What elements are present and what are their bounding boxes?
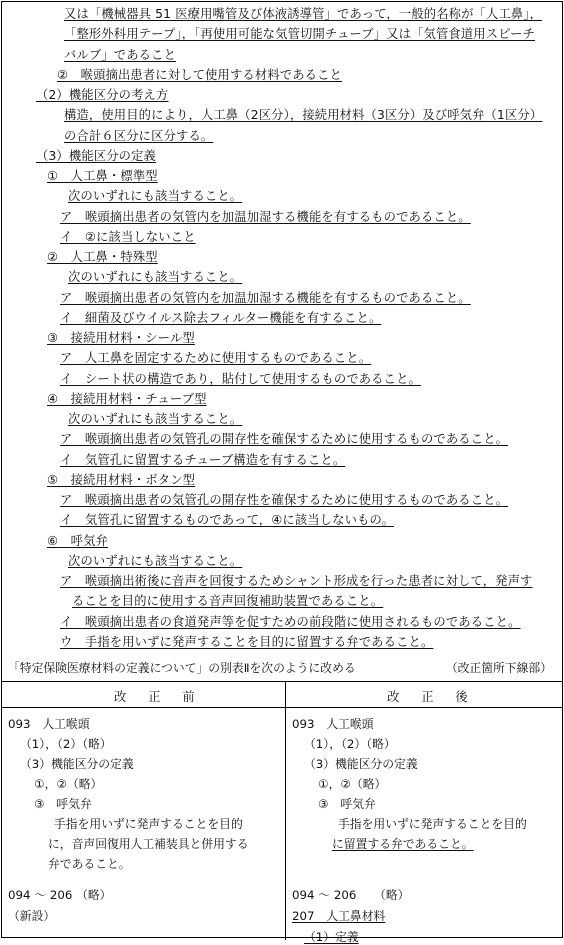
text-line: バルブ」であること [64,47,177,62]
text-line: ② 人工鼻・特殊型 [47,250,158,264]
column-divider [285,682,286,940]
table-cell-line: 207 人工鼻材料 [292,909,386,923]
table-cell-line: に留置する弁であること。 [332,837,474,851]
table-cell-line: 手指を用いずに発声することを目的 [54,817,243,831]
text-line: ることを目的に使用する音声回復補助装置であること。 [72,594,384,609]
revised-definition-text [2,2,562,656]
table-cell-line: （3）機能区分の定義 [304,757,418,771]
table-cell-line: 弁であること。 [48,857,131,871]
text-line: ④ 接続用材料・チューブ型 [47,391,207,406]
after-header: 改 正 後 [387,690,477,704]
table-cell-line: 093 人工喉頭 [8,717,90,731]
table-cell-line: （新設） [8,909,56,923]
text-line: ⑥ 呼気弁 [47,533,108,548]
text-line: ア 人工鼻を固定するために使用するものであること。 [60,351,372,366]
table-cell-line: ③ 呼気弁 [318,797,376,811]
text-line: 次のいずれにも該当すること。 [68,270,243,285]
text-line: ア 喉頭摘出患者の気管孔の開存性を確保するために使用するものであること。 [60,432,509,447]
text-line: イ 気管孔に留置するものであって，④に該当しないもの。 [60,513,394,528]
table-cell-line: ③ 呼気弁 [34,797,92,811]
text-line: イ シート状の構造であり，貼付して使用するものであること。 [60,371,421,386]
text-line: イ 細菌及びウイルス除去フィルター機能を有すること。 [60,310,382,325]
text-line: 次のいずれにも該当すること。 [68,553,243,568]
text-line: ア 喉頭摘出患者の気管内を加温加湿する機能を有するものであること。 [60,209,471,224]
text-line: 次のいずれにも該当すること。 [68,412,243,426]
text-line: ア 喉頭摘出患者の気管内を加温加湿する機能を有するものであること。 [60,290,471,305]
table-cell-line: 093 人工喉頭 [292,717,374,731]
text-line: ① 人工鼻・標準型 [47,169,158,183]
comparison-table [2,681,562,944]
table-cell-line: 手指を用いずに発声することを目的 [338,817,527,831]
header-divider [2,707,562,708]
text-line: イ 気管孔に留置するチューブ構造を有すること。 [60,452,346,467]
text-line: ② 喉頭摘出患者に対して使用する材料であること [57,67,343,82]
document-page [1,1,563,944]
text-line: の合計６区分に区分する。 [64,128,214,143]
table-cell-line: （1），（2）（略） [20,737,112,751]
text-line: ア 喉頭摘出患者の気管孔の開存性を確保するために使用するものであること。 [60,493,509,507]
text-line: ウ 手指を用いずに発声することを目的に留置する弁であること。 [60,634,434,649]
text-line: 構造，使用目的により，人工鼻（2区分），接続用材料（3区分）及び呼気弁（1区分） [64,108,543,123]
text-line: （3）機能区分の定義 [36,148,156,163]
table-cell-line: （1），（2）（略） [304,737,396,751]
text-line: 次のいずれにも該当すること。 [68,189,243,204]
table-cell-line: 094 ～ 206 （略） [8,888,112,902]
text-line: ⑤ 接続用材料・ボタン型 [47,472,196,487]
text-line: 又は「機械器具 51 医療用嘴管及び体液誘導管」であって，一般的名称が「人工鼻」， [64,7,543,21]
text-line: イ ②に該当しないこと [60,229,196,244]
amendment-note-underline: （改正箇所下線部） [445,661,552,675]
table-cell-line: （3）機能区分の定義 [20,757,134,771]
table-cell-line: に，音声回復用人工補装具と併用する [48,837,249,851]
text-line: ③ 接続用材料・シール型 [47,331,195,345]
text-line: イ 喉頭摘出患者の食道発声等を促すための前段階に使用されるものであること。 [60,614,521,629]
table-cell-line: 094 ～ 206 （略） [292,888,410,902]
table-cell-line: ①，②（略） [34,777,103,791]
table-cell-line: （1）定義 [304,930,359,944]
text-line: （2）機能区分の考え方 [36,88,169,102]
text-line: ア 喉頭摘出術後に音声を回復するためシャント形成を行った患者に対して，発声す [60,574,533,588]
amendment-notice: 「特定保険医療材料の定義について」の別表Ⅱを次のように改める [8,661,356,675]
text-line: 「整形外科用テープ」，「再使用可能な気管切開チューブ」又は「気管食道用スピーチ [64,27,536,42]
before-header: 改 正 前 [114,690,204,704]
table-cell-line: ①，②（略） [318,777,387,791]
